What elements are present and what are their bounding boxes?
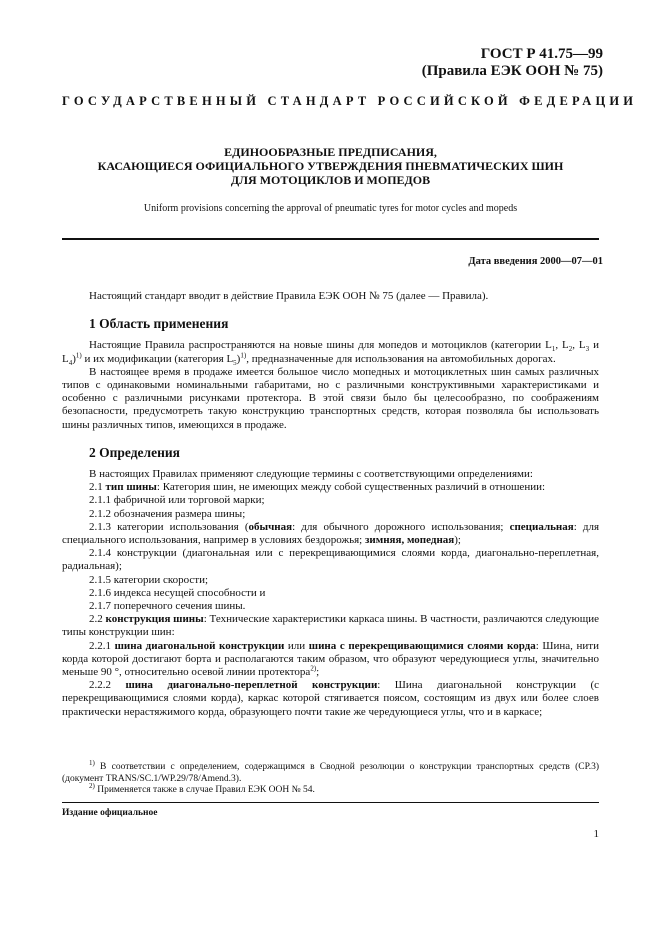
- state-standard-banner: ГОСУДАРСТВЕННЫЙ СТАНДАРТ РОССИЙСКОЙ ФЕДЕРАЦИИ: [62, 94, 638, 108]
- section-2-intro: В настоящих Правилах применяют следующие термины с соответствующими определениями:: [89, 468, 533, 481]
- definition-2-2: 2.2 конструкция шины: Технические характеристики каркаса шины. В частности, различаются следующие типы конструкции шин:: [62, 613, 599, 639]
- definition-2-1-3: 2.1.3 категории использования (обычная: для обычного дорожного использования; специальная: для специального использования, например в условиях бездорожья; зимняя, мопедная);: [62, 520, 600, 547]
- definition-2-1-1: 2.1.1 фабричной или торговой марки;: [89, 494, 265, 507]
- title-line-2: КАСАЮЩИЕСЯ ОФИЦИАЛЬНОГО УТВЕРЖДЕНИЯ ПНЕВМАТИЧЕСКИХ ШИН: [97, 159, 564, 173]
- page-number: 1: [593, 828, 599, 840]
- document-title: [62, 145, 599, 187]
- title-line-1: ЕДИНООБРАЗНЫЕ ПРЕДПИСАНИЯ,: [224, 145, 437, 159]
- definition-2-1-4: 2.1.4 конструкции (диагональная или с перекрещивающимися слоями корда, диагонально-переплетная, радиальная);: [62, 547, 599, 573]
- edition-label: Издание официальное: [62, 808, 158, 818]
- definition-2-1: 2.1 тип шины: Категория шин, не имеющих между собой существенных различий в отношении:: [89, 481, 546, 494]
- definition-2-1-2: 2.1.2 обозначения размера шины;: [89, 507, 246, 520]
- section-1-heading: 1 Область применения: [89, 316, 229, 332]
- standard-header: [422, 46, 603, 80]
- footnote-1: $^{1)}$ В соответствии с определением, содержащимся в Сводной резолюции о конструкции транспортных средств (СР.3) (документ TRANS/SC.1/WP.29/78/Amend.3).: [62, 758, 599, 784]
- english-title: Uniform provisions concerning the approval of pneumatic tyres for motor cycles and mopeds: [143, 203, 518, 214]
- section-2-heading: 2 Определения: [89, 444, 180, 460]
- section-1-paragraph-1: Настоящие Правила распространяются на новые шины для мопедов и мотоциклов (категории $L_1$, $L_2$, $L_3$ и $L_4)^{1)}$ и их модификации (категория $L_5)^{1)}$, предназначенные для использования на автомобильных дорогах.: [62, 339, 599, 367]
- definition-2-1-6: 2.1.6 индекса несущей способности и: [89, 586, 266, 599]
- footnotes: [62, 758, 599, 797]
- footnote-2: $^{2)}$ Применяется также в случае Правил ЕЭК ООН № 54.: [89, 781, 315, 795]
- definition-2-1-5: 2.1.5 категории скорости;: [89, 573, 209, 586]
- definition-2-1-7: 2.1.7 поперечного сечения шины.: [89, 600, 246, 613]
- title-line-3: ДЛЯ МОТОЦИКЛОВ И МОПЕДОВ: [230, 173, 431, 187]
- footer-divider: [62, 802, 599, 803]
- standard-number: ГОСТ Р 41.75—99: [480, 46, 603, 62]
- section-1-paragraph-2: В настоящее время в продаже имеется большое число мопедных и мотоциклетных шин самых различных типов с одинаковыми номинальными габаритами, но с различными конструктивными характеристиками и особенно с различными рисунками протектора. В этой связи было бы целесообразно, по соображениям безопасности, предусмотреть такую конструкцию транспортных средств, которая позволяла бы использовать шины различных типов, имеющихся в продаже.: [62, 365, 599, 431]
- rule-reference: (Правила ЕЭК ООН № 75): [421, 63, 603, 79]
- definition-2-2-1: 2.2.1 шина диагональной конструкции или шина с перекрещивающимися слоями корда: Шина, нити корда которой достигают борта и располагаются таким образом, что образуют чередующиеся углы, значительно меньше 90 °, относительно осевой линии протектора$^{2)}$;: [62, 639, 599, 679]
- introduction-date: Дата введения 2000—07—01: [468, 256, 603, 267]
- document-body: [62, 290, 599, 719]
- intro-paragraph: Настоящий стандарт вводит в действие Правила ЕЭК ООН № 75 (далее — Правила).: [89, 290, 489, 302]
- title-divider: [62, 238, 599, 240]
- definition-2-2-2: 2.2.2 шина диагонально-переплетной конструкции: Шина диагональной конструкции (с перекрещивающимися слоями корда), каркас которой стягивается поясом, состоящим из двух или более слоев практически нерастяжимого корда, образующего почти такие же чередующиеся углы, что и в каркасе;: [62, 679, 599, 718]
